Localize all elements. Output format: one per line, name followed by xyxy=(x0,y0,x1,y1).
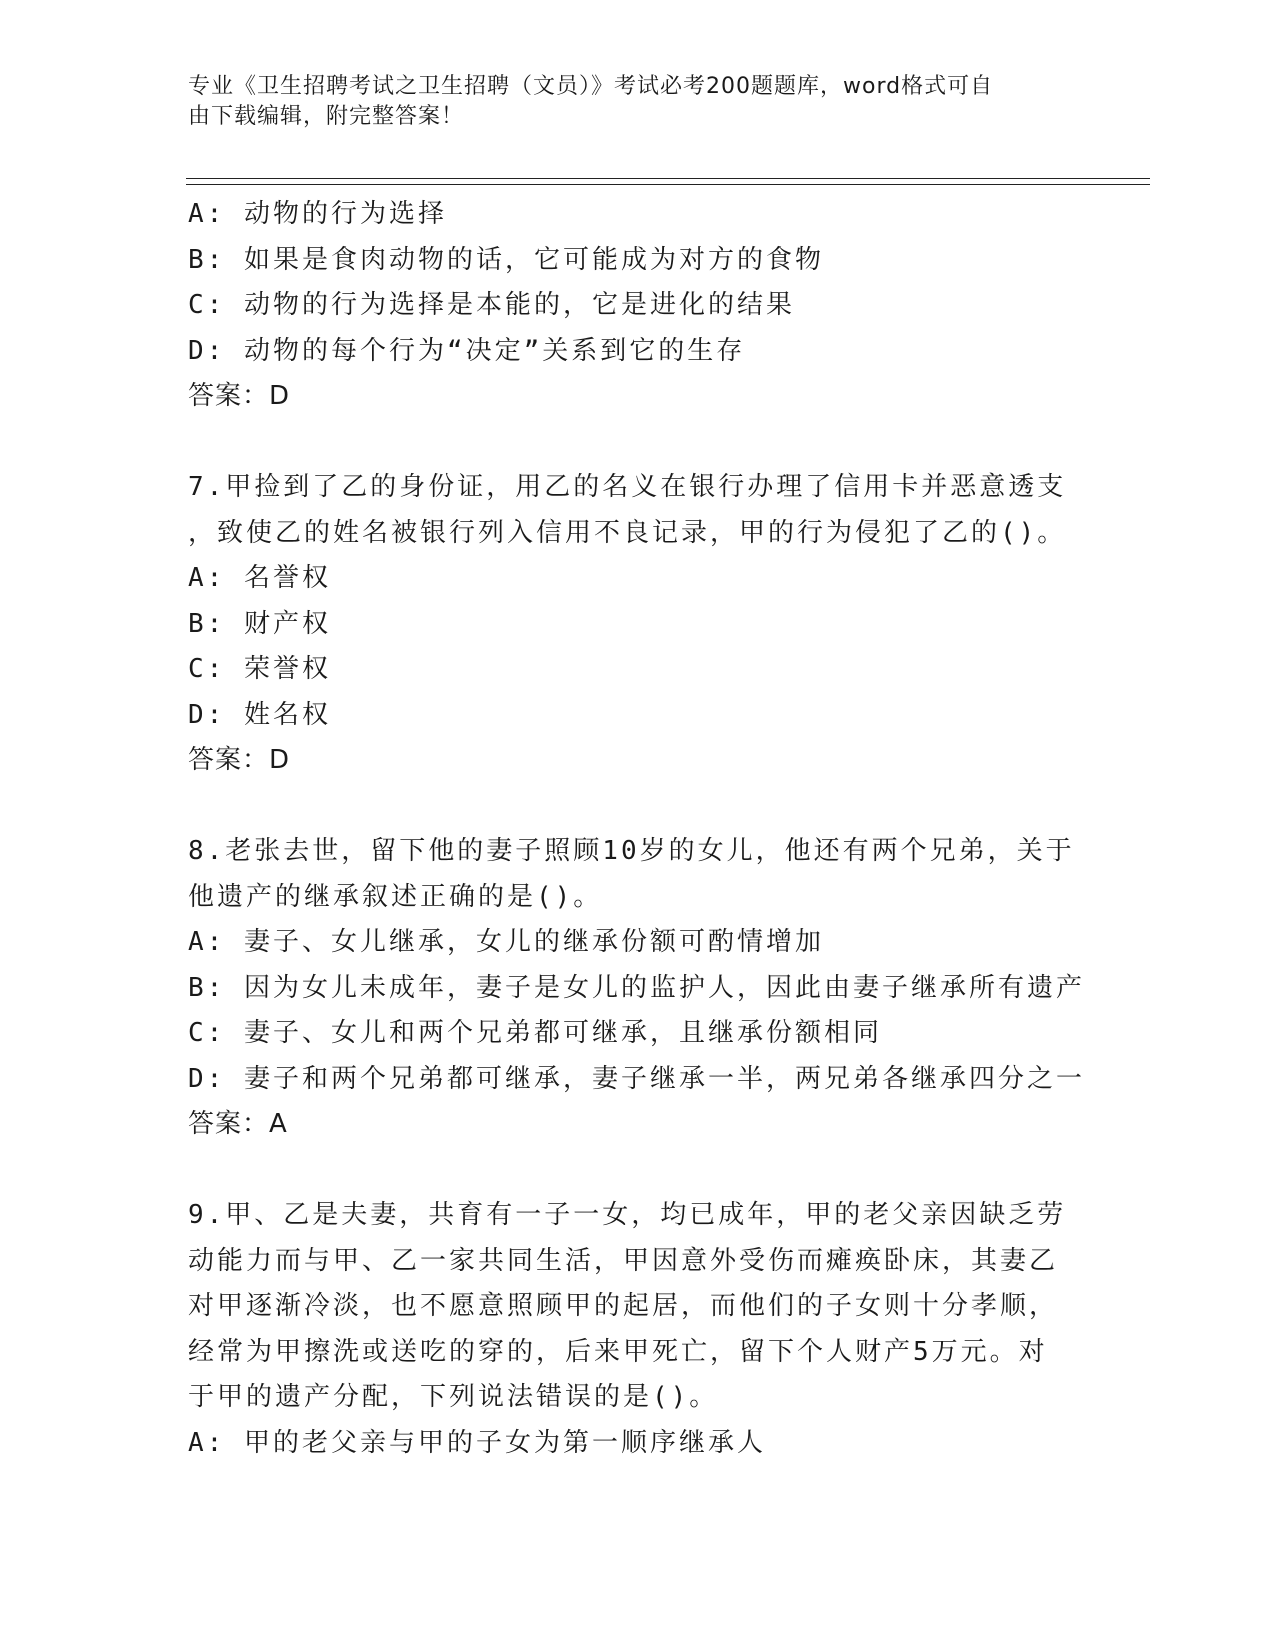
question-9 xyxy=(188,1193,1088,1466)
document-body xyxy=(188,192,1088,1466)
option-d: D: 妻子和两个兄弟都可继承，妻子继承一半，两兄弟各继承四分之一 xyxy=(188,1063,1085,1094)
header-line-1: 专业《卫生招聘考试之卫生招聘（文员）》考试必考200题题库，word格式可自 xyxy=(188,74,994,99)
question-text-line: 他遗产的继承叙述正确的是()。 xyxy=(188,881,603,912)
answer-line: 答案：D xyxy=(188,381,291,411)
spacer xyxy=(188,784,1088,830)
question-text-line: 对甲逐渐冷淡，也不愿意照顾甲的起居，而他们的子女则十分孝顺， xyxy=(188,1291,1059,1321)
question-block-previous xyxy=(188,192,1088,420)
header-divider-top xyxy=(186,178,1150,179)
spacer xyxy=(188,420,1088,466)
option-c: C: 荣誉权 xyxy=(188,654,331,684)
question-text-line: 经常为甲擦洗或送吃的穿的，后来甲死亡，留下个人财产5万元。对 xyxy=(188,1336,1048,1367)
question-text-line: 动能力而与甲、乙一家共同生活，甲因意外受伤而瘫痪卧床，其妻乙 xyxy=(188,1245,1059,1276)
question-7 xyxy=(188,465,1088,784)
document-header xyxy=(188,72,1068,132)
header-line-2: 由下载编辑，附完整答案！ xyxy=(188,104,465,129)
answer-line: 答案：A xyxy=(188,1109,288,1139)
question-text-line: ，致使乙的姓名被银行列入信用不良记录，甲的行为侵犯了乙的()。 xyxy=(188,517,1067,548)
header-divider-bottom xyxy=(186,184,1150,185)
option-a: A: 甲的老父亲与甲的子女为第一顺序继承人 xyxy=(188,1427,766,1458)
answer-line: 答案：D xyxy=(188,745,291,775)
question-text-line: 于甲的遗产分配，下列说法错误的是()。 xyxy=(188,1382,719,1412)
option-d: D: 姓名权 xyxy=(188,699,331,730)
option-c: C: 妻子、女儿和两个兄弟都可继承，且继承份额相同 xyxy=(188,1018,882,1048)
option-a: A: 动物的行为选择 xyxy=(188,199,447,229)
option-a: A: 名誉权 xyxy=(188,563,331,593)
question-text-line: 8.老张去世，留下他的妻子照顾10岁的女儿，他还有两个兄弟，关于 xyxy=(188,836,1075,866)
option-d: D: 动物的每个行为“决定”关系到它的生存 xyxy=(188,335,746,366)
spacer xyxy=(188,1148,1088,1194)
question-text-line: 9.甲、乙是夫妻，共育有一子一女，均已成年，甲的老父亲因缺乏劳 xyxy=(188,1200,1067,1230)
option-b: B: 财产权 xyxy=(188,608,331,639)
question-text-line: 7.甲捡到了乙的身份证，用乙的名义在银行办理了信用卡并恶意透支 xyxy=(188,472,1067,502)
option-a: A: 妻子、女儿继承，女儿的继承份额可酌情增加 xyxy=(188,927,824,957)
option-c: C: 动物的行为选择是本能的，它是进化的结果 xyxy=(188,290,795,320)
option-b: B: 如果是食肉动物的话，它可能成为对方的食物 xyxy=(188,244,824,275)
option-b: B: 因为女儿未成年，妻子是女儿的监护人，因此由妻子继承所有遗产 xyxy=(188,972,1085,1003)
question-8 xyxy=(188,829,1088,1148)
